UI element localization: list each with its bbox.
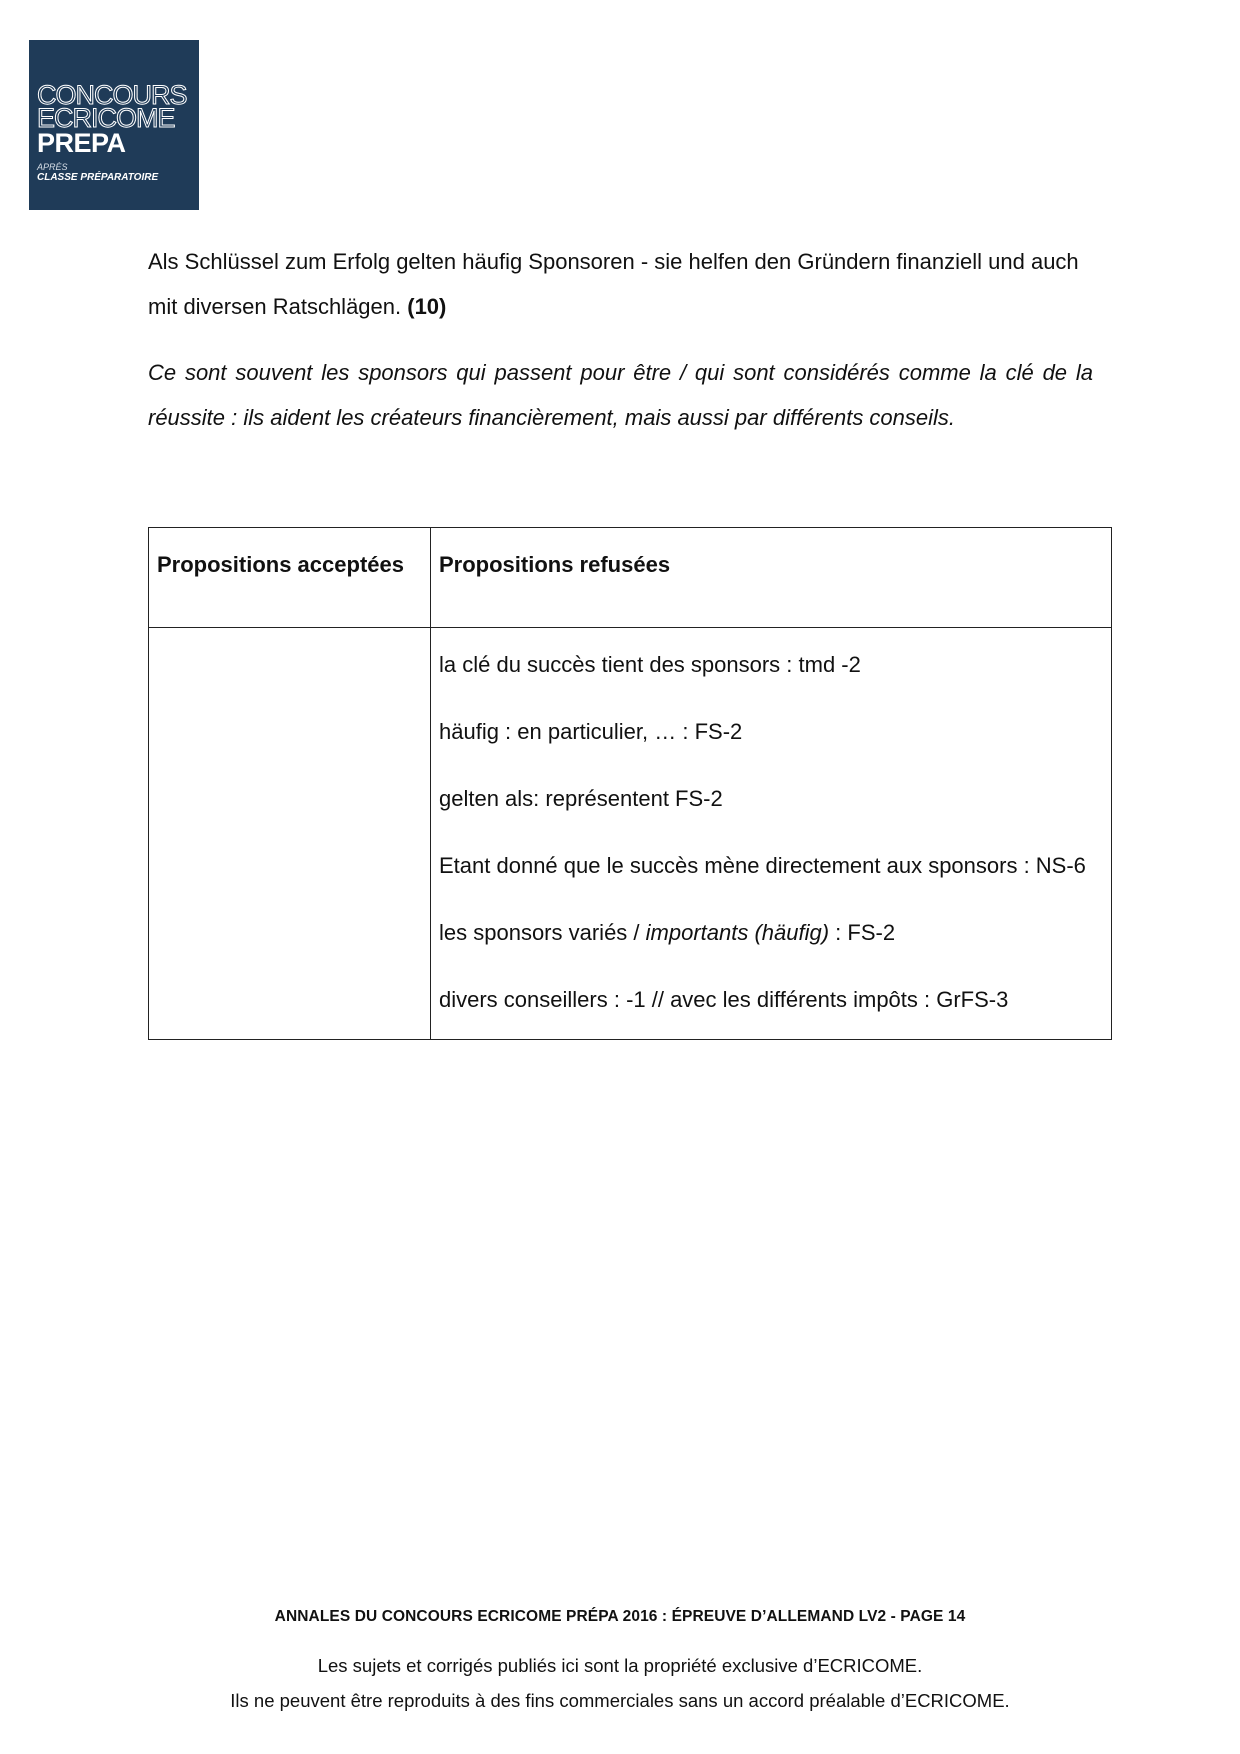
footer-reproduction-notice: Ils ne peuvent être reproduits à des fins commerciales sans un accord préalable d’ECRICOME.: [230, 1690, 1010, 1711]
logo-line-concours: CONCOURS: [37, 80, 187, 110]
refused-item: gelten als: représentent FS-2: [439, 786, 723, 811]
logo-line-prepa: PREPA: [37, 128, 126, 158]
refused-item: Etant donné que le succès mène directement aux sponsors : NS-6: [439, 853, 1086, 878]
french-translation: Ce sont souvent les sponsors qui passent pour être / qui sont considérés comme la clé de la réussite : ils aident les créateurs financièrement, mais aussi par différents conseils.: [148, 360, 1093, 430]
table-header-row: [149, 528, 1112, 628]
refused-item: [439, 918, 1103, 948]
refused-cell: [431, 628, 1112, 1040]
refused-item-prefix: les sponsors variés /: [439, 920, 646, 945]
refused-item-italic: importants (häufig): [645, 920, 830, 945]
refused-item-suffix: : FS-2: [829, 920, 896, 945]
german-source-sentence: [148, 239, 1093, 329]
accepted-cell: [149, 628, 431, 1040]
refused-item: la clé du succès tient des sponsors : tmd -2: [439, 652, 861, 677]
logo-line-classe: CLASSE PRÉPARATOIRE: [37, 172, 159, 183]
header-accepted: Propositions acceptées: [149, 528, 431, 628]
german-sentence-text: Als Schlüssel zum Erfolg gelten häufig Sponsoren - sie helfen den Gründern finanziell und auch mit diversen Ratschlägen.: [148, 249, 1079, 319]
table-row: [149, 628, 1112, 1040]
sentence-number: (10): [407, 294, 447, 319]
header-refused: Propositions refusées: [431, 528, 1112, 628]
propositions-table: [148, 527, 1112, 1040]
ecricome-logo: [29, 40, 199, 210]
refused-item: häufig : en particulier, … : FS-2: [439, 719, 743, 744]
logo-line-ecricome: ECRICOME: [37, 103, 175, 133]
footer-title: ANNALES DU CONCOURS ECRICOME PRÉPA 2016 : ÉPREUVE D’ALLEMAND LV2 - PAGE 14: [274, 1608, 966, 1625]
logo-line-apres: APRÈS: [37, 162, 68, 172]
footer-copyright: Les sujets et corrigés publiés ici sont la propriété exclusive d’ECRICOME.: [317, 1655, 923, 1676]
refused-item: divers conseillers : -1 // avec les différents impôts : GrFS-3: [439, 987, 1009, 1012]
